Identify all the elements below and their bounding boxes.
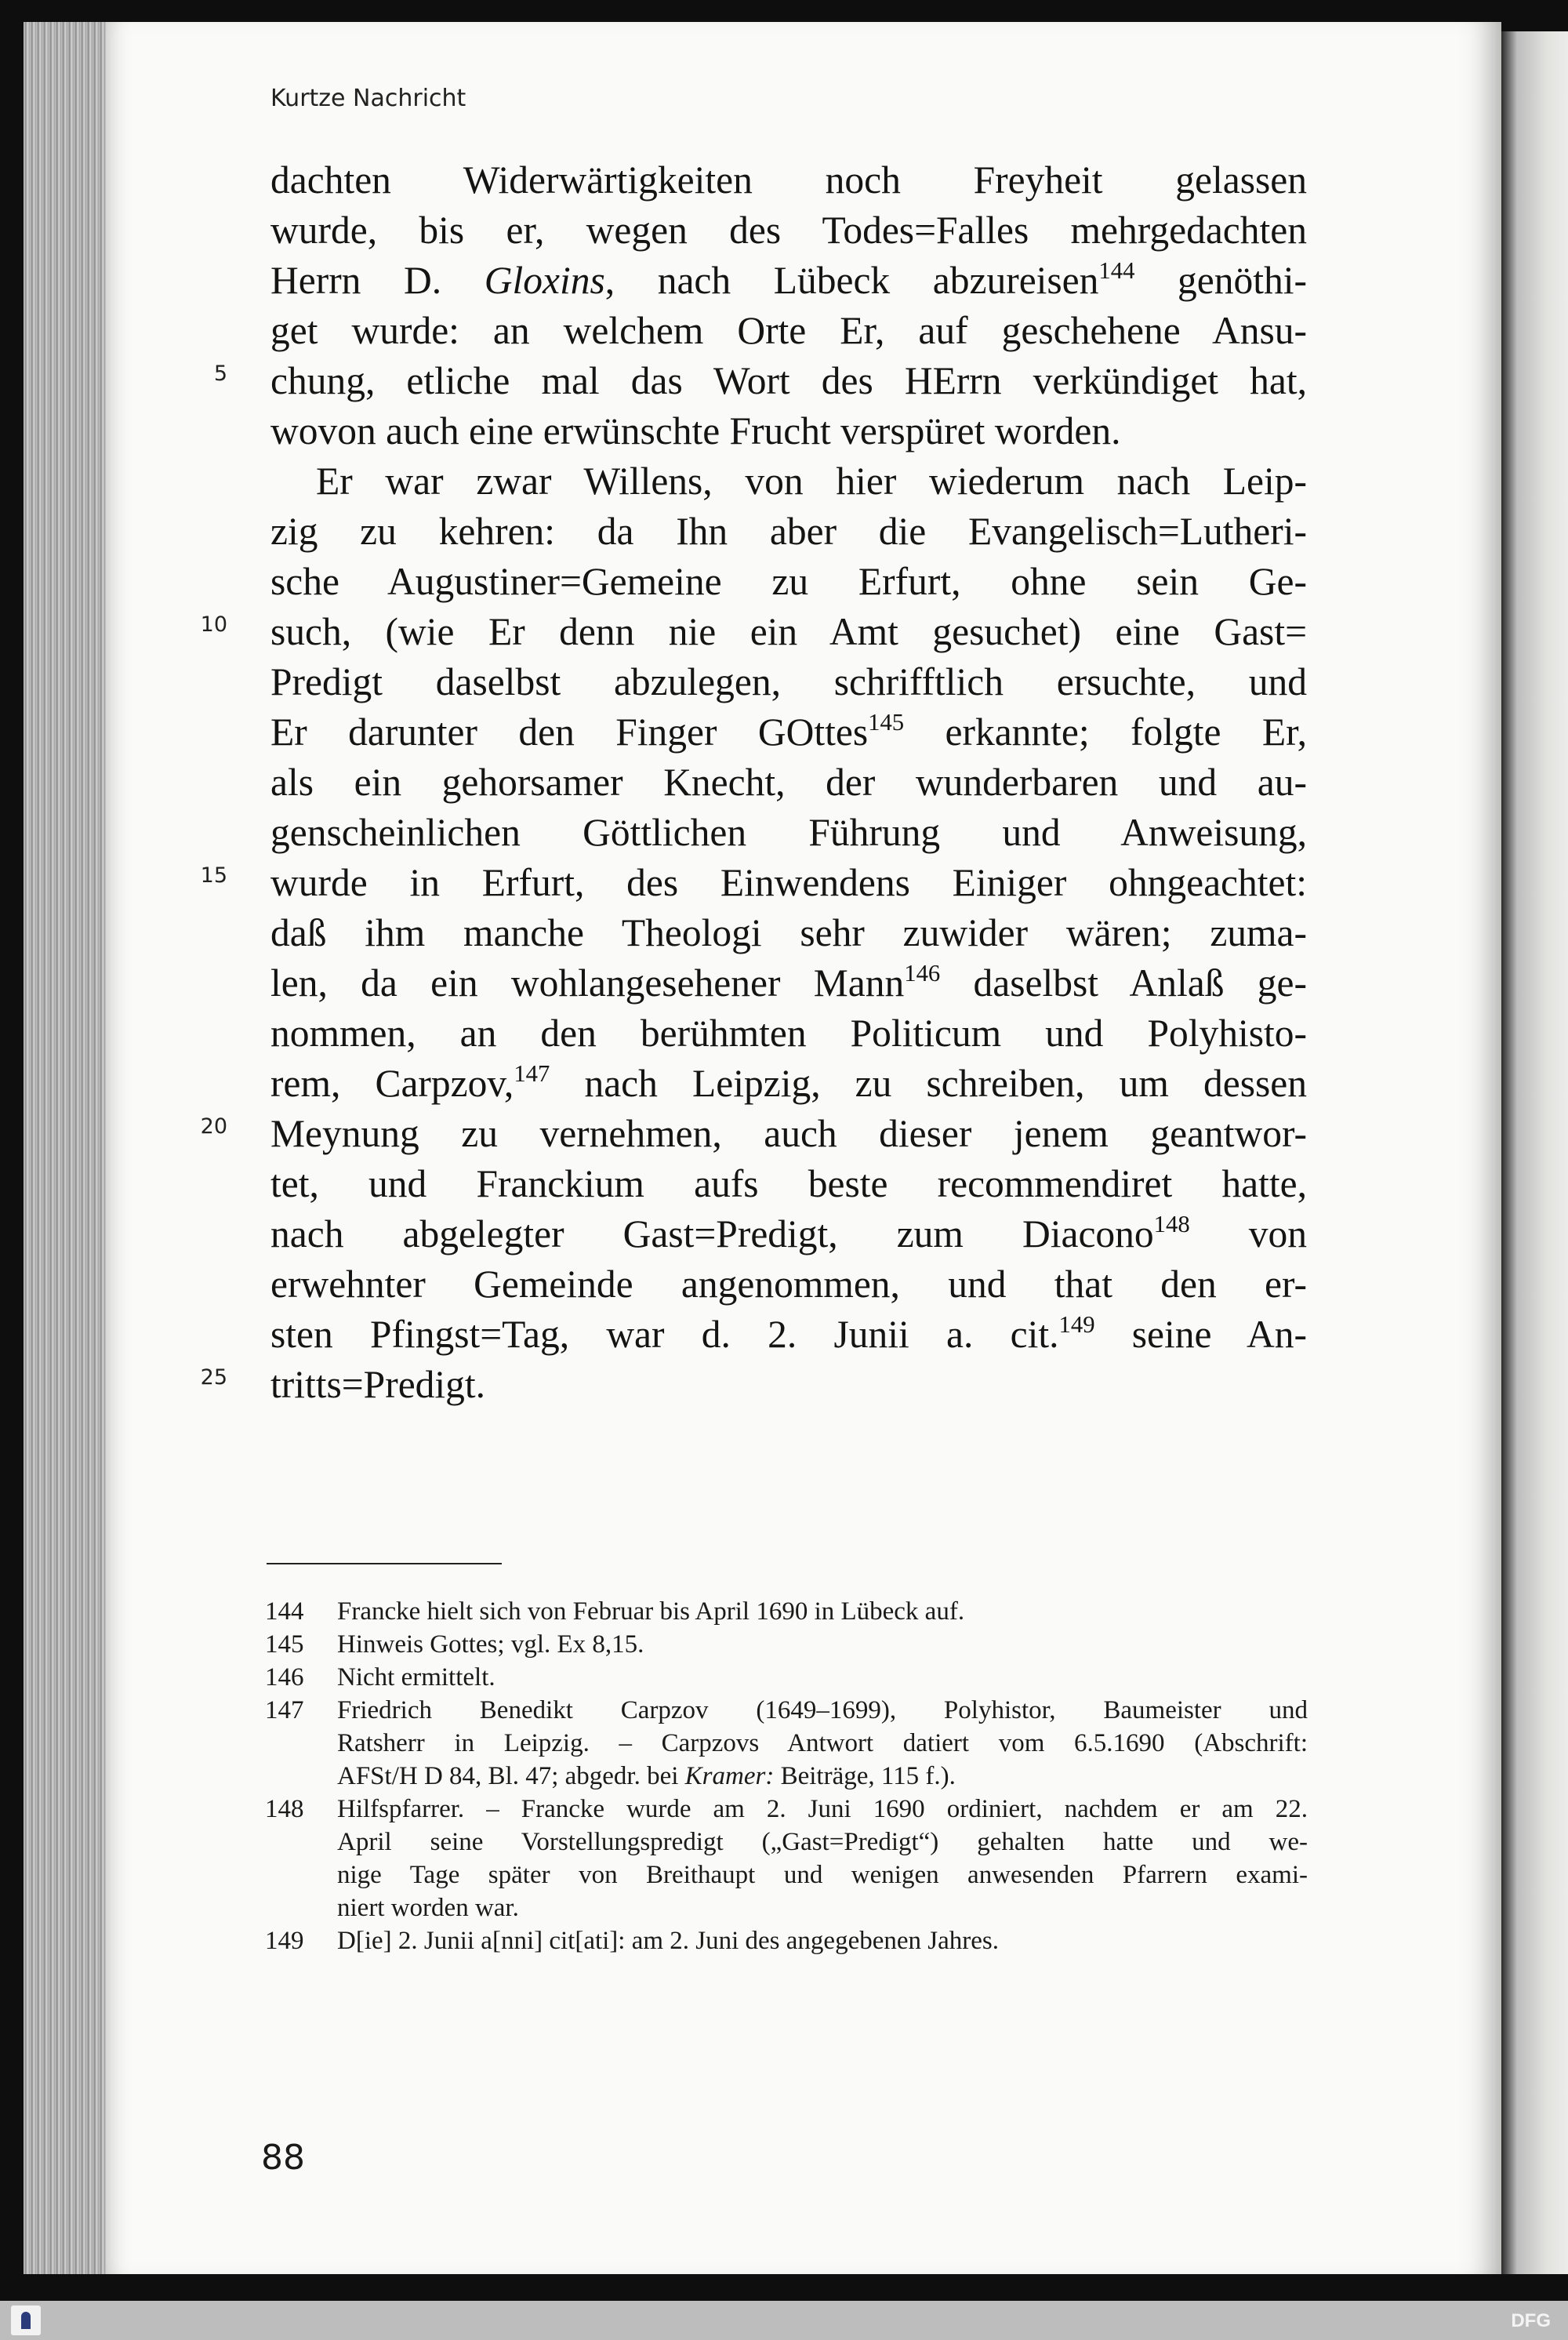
footnote-number: 145 xyxy=(265,1630,304,1659)
footnote xyxy=(265,1595,1308,1628)
text-line: Predigt daselbst abzulegen, schrifftlich ersuchte, und xyxy=(270,660,1307,703)
text-line: such, (wie Er denn nie ein Amt gesuchet) eine Gast= xyxy=(270,610,1307,653)
footnote-number: 144 xyxy=(265,1597,304,1626)
text-line: sten Pfingst=Tag, war d. 2. Junii a. cit.$^{149}$ seine An- xyxy=(270,1310,1307,1356)
footnote xyxy=(265,1694,1308,1793)
text-line: rem, Carpzov,$^{147}$ nach Leipzig, zu schreiben, um dessen xyxy=(270,1059,1308,1105)
footnote-line: AFSt/H D 84, Bl. 47; abgedr. bei Kramer: Beiträge, 115 f.). xyxy=(337,1762,956,1790)
text-line: Er war zwar Willens, von hier wiederum nach Leip- xyxy=(316,460,1307,503)
line-number: 10 xyxy=(200,612,227,637)
text-line: Meynung zu vernehmen, auch dieser jenem geantwor- xyxy=(270,1112,1307,1155)
text-line: nach abgelegter Gast=Predigt, zum Diacono$^{148}$ von xyxy=(270,1210,1307,1255)
footnote-line: Nicht ermittelt. xyxy=(337,1663,495,1691)
text-line: wurde in Erfurt, des Einwendens Einiger ohngeachtet: xyxy=(270,861,1307,904)
text-line: sche Augustiner=Gemeine zu Erfurt, ohne sein Ge- xyxy=(270,560,1307,603)
line-number: 20 xyxy=(200,1114,227,1139)
footnote-line: niert worden war. xyxy=(337,1894,519,1922)
footnote-reference: 148 xyxy=(1153,1210,1190,1237)
footnote-line: Friedrich Benedikt Carpzov (1649–1699), Polyhistor, Baumeister und xyxy=(337,1696,1308,1724)
footnote xyxy=(265,1661,1308,1694)
line-number: 15 xyxy=(200,863,227,888)
footnote xyxy=(265,1628,1308,1661)
line-number: 5 xyxy=(213,362,227,386)
footnote-number: 149 xyxy=(265,1927,304,1955)
text-line: tet, und Franckium aufs beste recommendiret hatte, xyxy=(270,1162,1307,1205)
text-line: daß ihm manche Theologi sehr zuwider wären; zuma- xyxy=(270,911,1307,954)
footnote xyxy=(265,1924,1308,1957)
running-head: Kurtze Nachricht xyxy=(270,85,466,112)
footnote-reference: 146 xyxy=(904,959,941,987)
italic-text: Kramer: xyxy=(684,1762,775,1790)
text-line: Er darunter den Finger GOttes$^{145}$ erkannte; folgte Er, xyxy=(270,708,1307,754)
dfg-logo: DFG xyxy=(1511,2310,1551,2331)
footnote-number: 148 xyxy=(265,1795,304,1823)
footnote-reference: 145 xyxy=(868,708,905,736)
text-line: Herrn D. Gloxins, nach Lübeck abzureisen$^{144}$ genöthi- xyxy=(270,256,1307,302)
text-line: chung, etliche mal das Wort des HErrn verkündiget hat, xyxy=(270,359,1307,402)
footnote-reference: 147 xyxy=(514,1059,550,1087)
page-number: 88 xyxy=(261,2138,305,2178)
library-logo-icon xyxy=(11,2305,41,2335)
text-line: dachten Widerwärtigkeiten noch Freyheit gelassen xyxy=(270,158,1307,202)
footnote-number: 147 xyxy=(265,1696,304,1724)
text-line: als ein gehorsamer Knecht, der wunderbaren und au- xyxy=(270,761,1307,804)
text-line: wurde, bis er, wegen des Todes=Falles mehrgedachten xyxy=(270,209,1307,252)
footnote xyxy=(265,1793,1308,1924)
footnote-line: Francke hielt sich von Februar bis April 1690 in Lübeck auf. xyxy=(337,1597,965,1626)
footnote-line: Ratsherr in Leipzig. – Carpzovs Antwort datiert vom 6.5.1690 (Abschrift: xyxy=(337,1729,1308,1757)
text-line: zig zu kehren: da Ihn aber die Evangelisch=Lutheri- xyxy=(270,510,1307,553)
text-line: erwehnter Gemeinde angenommen, und that den er- xyxy=(270,1263,1307,1306)
footnote-line: nige Tage später von Breithaupt und wenigen anwesenden Pfarrern exami- xyxy=(337,1861,1308,1889)
text-line: len, da ein wohlangesehener Mann$^{146}$ daselbst Anlaß ge- xyxy=(270,959,1307,1005)
text-line: get wurde: an welchem Orte Er, auf geschehene Ansu- xyxy=(270,309,1307,352)
footnote-reference: 149 xyxy=(1058,1310,1095,1338)
footnote-line: Hilfspfarrer. – Francke wurde am 2. Juni 1690 ordiniert, nachdem er am 22. xyxy=(337,1795,1308,1823)
footnote-line: Hinweis Gottes; vgl. Ex 8,15. xyxy=(337,1630,644,1659)
footnote-line: D[ie] 2. Junii a[nni] cit[ati]: am 2. Juni des angegebenen Jahres. xyxy=(337,1927,999,1955)
book-page-edges xyxy=(24,22,108,2274)
line-number: 25 xyxy=(200,1365,227,1390)
facing-page-edge xyxy=(1501,31,1568,2274)
main-text xyxy=(270,155,1307,1410)
text-line: tritts=Predigt. xyxy=(270,1363,486,1406)
scanner-bar xyxy=(0,2301,1568,2340)
footnote-separator xyxy=(267,1563,502,1564)
footnote-number: 146 xyxy=(265,1663,304,1691)
footnotes xyxy=(265,1595,1308,1957)
text-line: genscheinlichen Göttlichen Führung und Anweisung, xyxy=(270,811,1307,854)
text-line: wovon auch eine erwünschte Frucht verspüret worden. xyxy=(270,409,1121,452)
italic-text: Gloxins xyxy=(484,259,605,302)
text-line: nommen, an den berühmten Politicum und Polyhisto- xyxy=(270,1012,1307,1055)
footnote-line: April seine Vorstellungspredigt („Gast=Predigt“) gehalten hatte und we- xyxy=(337,1828,1308,1856)
footnote-reference: 144 xyxy=(1098,256,1135,284)
